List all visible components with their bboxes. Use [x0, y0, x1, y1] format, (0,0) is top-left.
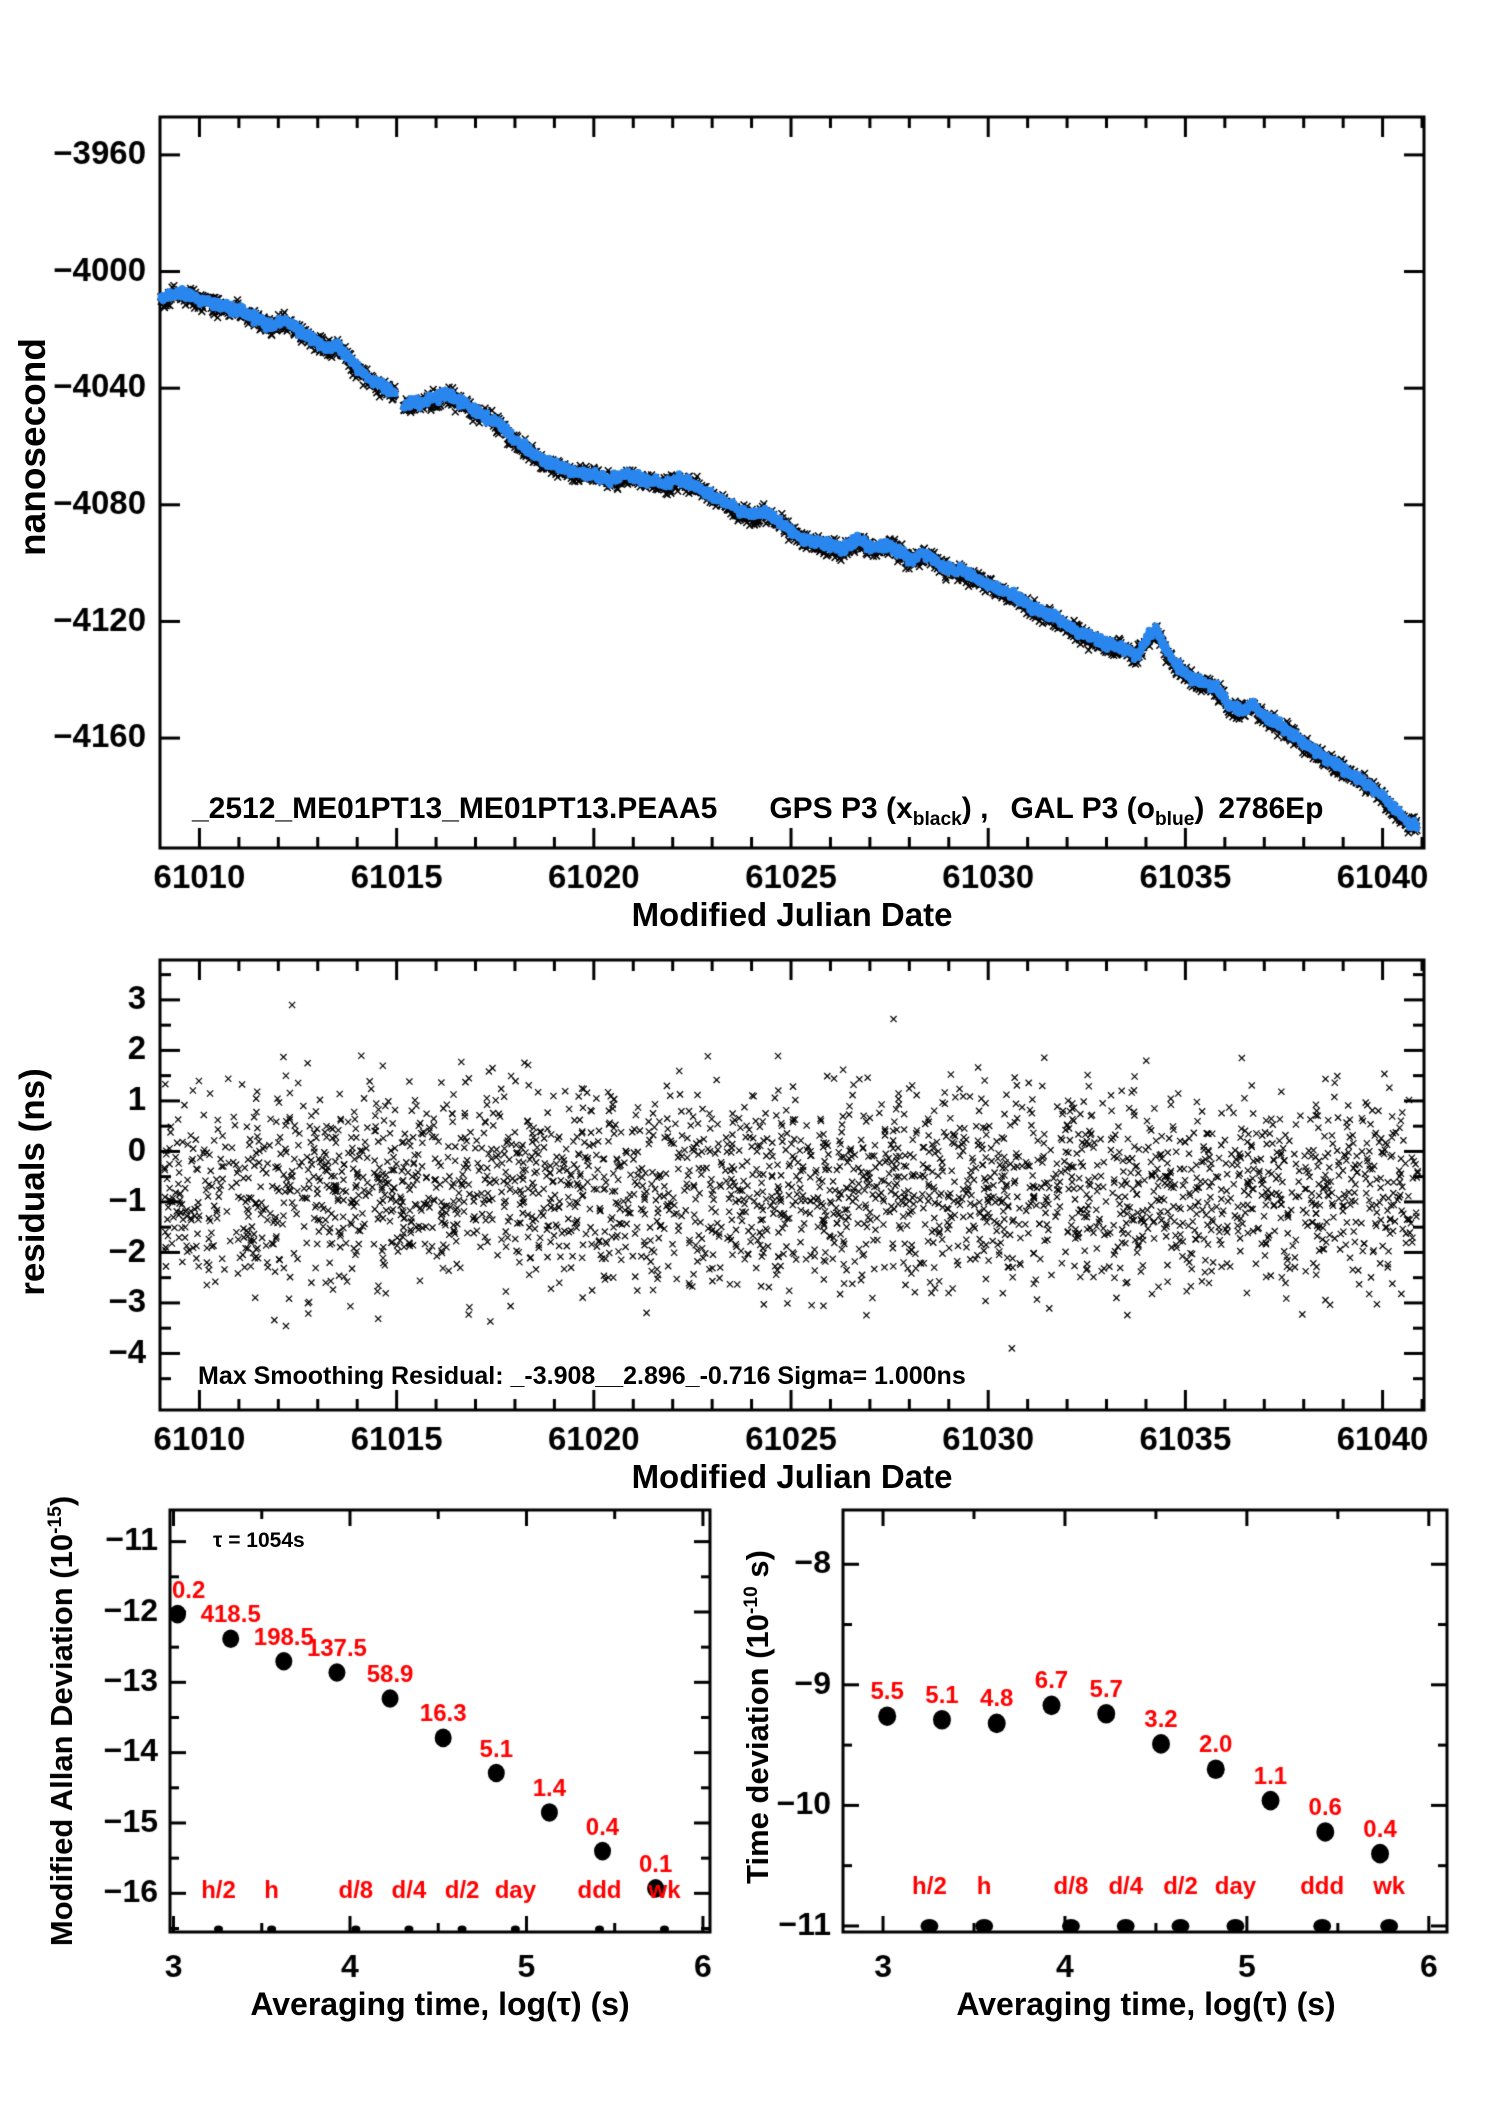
phase-file-id: _2512_ME01PT13_ME01PT13.PEAA5 [192, 792, 718, 825]
phase-legend-gps: GPS P3 (x [769, 792, 913, 825]
residuals-y-axis-title: residuals (ns) [13, 1068, 52, 1296]
phase-legend-gal: GAL P3 (o [1010, 792, 1155, 825]
tdev-x-axis-title: Averaging time, log(τ) (s) [956, 1986, 1336, 2022]
residuals-x-axis-title: Modified Julian Date [631, 1458, 953, 1495]
tdev-y-title-exponent: -10 [741, 1586, 763, 1615]
phase-inplot-title [192, 792, 1324, 831]
tdev-y-title-close: s) [740, 1550, 775, 1587]
mdev-tau-annotation: τ = 1054s [213, 1529, 305, 1552]
phase-y-axis-title: nanosecond [12, 338, 53, 556]
phase-legend-gps-sub: black [912, 809, 962, 831]
residuals-stats-annotation: Max Smoothing Residual: _-3.908__2.896_-0.716 Sigma= 1.000ns [198, 1362, 966, 1390]
mdev-y-axis-title [44, 1496, 80, 1946]
phase-epoch-count: 2786Ep [1218, 792, 1324, 825]
phase-x-axis-title: Modified Julian Date [631, 896, 953, 933]
mdev-y-title-text: Modified Allan Deviation (10 [44, 1533, 79, 1947]
phase-legend-gal-sub: blue [1154, 809, 1195, 831]
mdev-y-title-close: ) [44, 1495, 79, 1507]
mdev-x-axis-title: Averaging time, log(τ) (s) [250, 1986, 630, 2022]
phase-legend-gps-suffix: ) , [961, 792, 989, 825]
phase-legend-gal-suffix: ) [1194, 792, 1205, 825]
mdev-y-title-exponent: -15 [45, 1506, 67, 1534]
tdev-y-axis-title [740, 1550, 776, 1884]
tdev-y-title-text: Time deviation (10 [740, 1614, 775, 1884]
